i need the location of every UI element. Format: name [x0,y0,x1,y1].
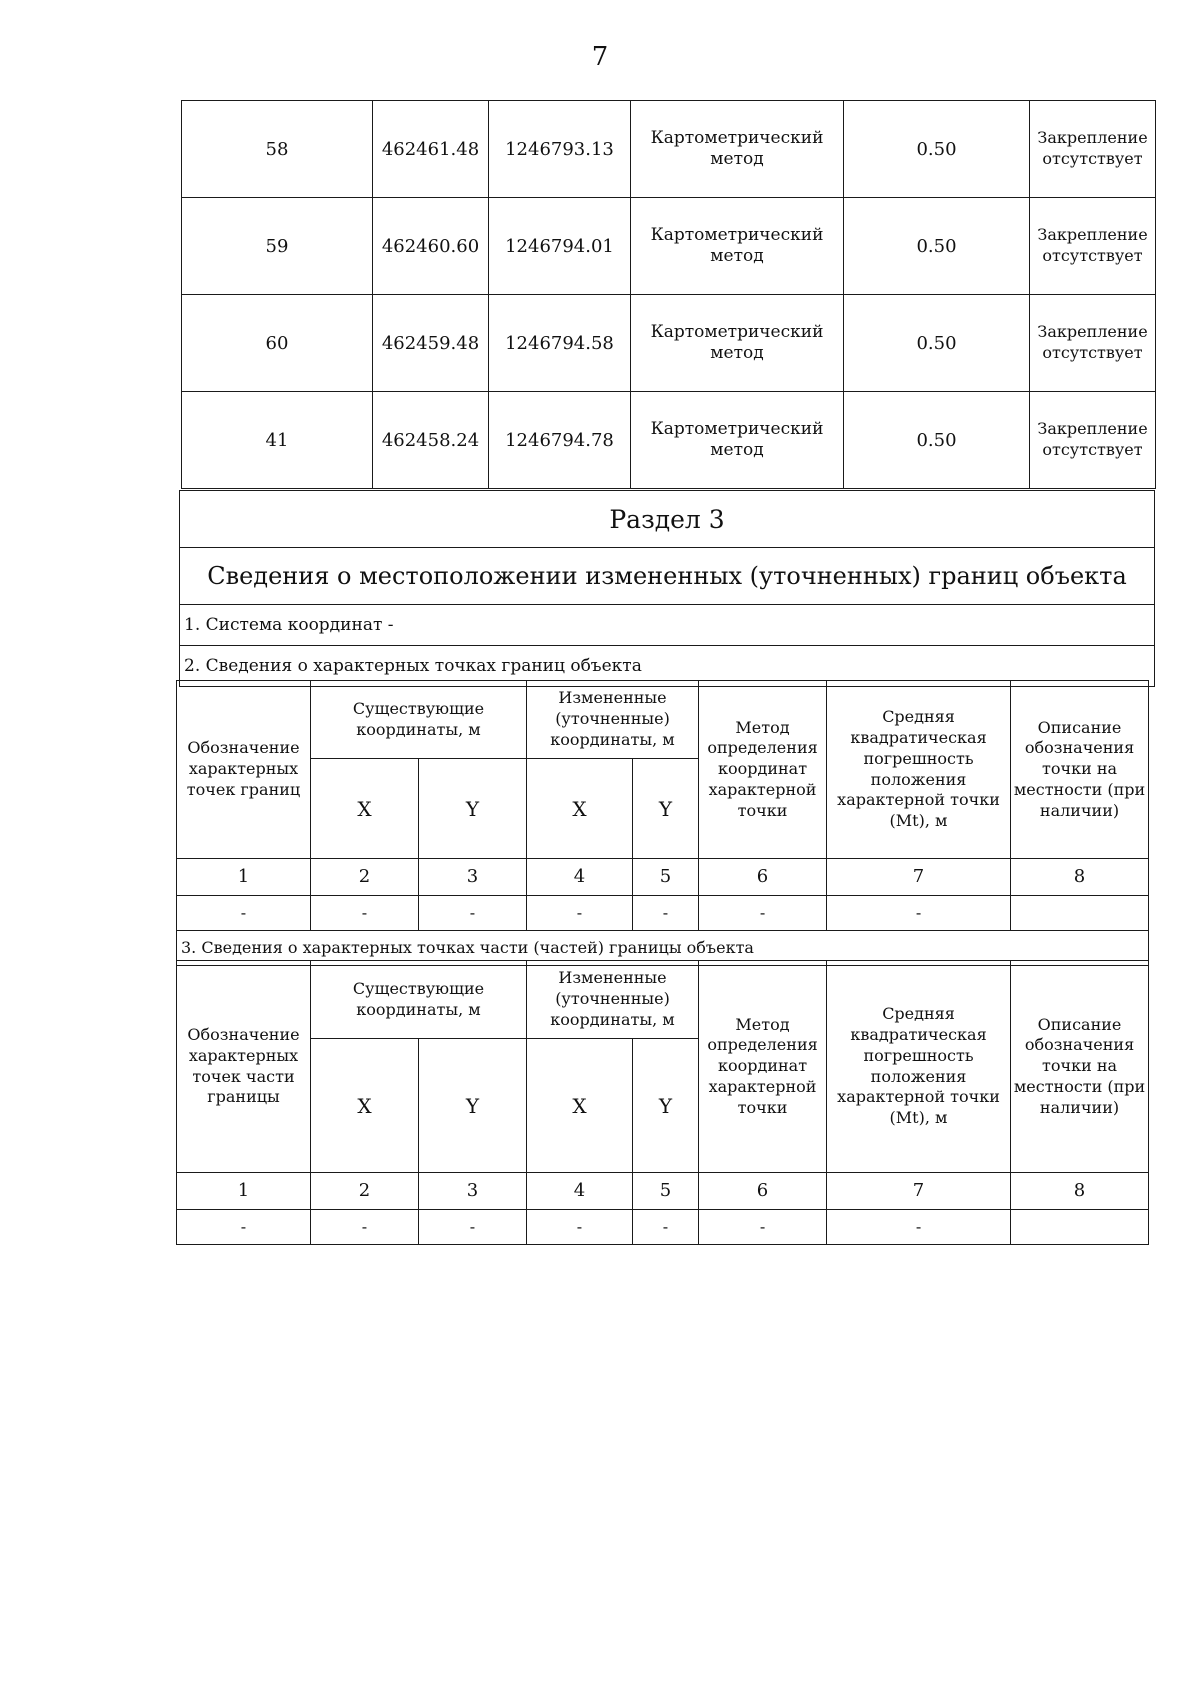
point-x: 462460.60 [373,198,489,295]
point-y: 1246794.01 [489,198,631,295]
column-number: 3 [419,1173,527,1210]
table-row [177,1173,1149,1210]
table-row [177,896,1149,931]
col-description: Описание обозначения точки на местности (при наличии) [1011,961,1149,1173]
col-y: Y [633,1039,699,1173]
table-row [177,1210,1149,1245]
column-number: 3 [419,859,527,896]
point-id: 60 [182,295,373,392]
col-existing-coords: Существующие координаты, м [311,961,527,1039]
empty-cell: - [419,1210,527,1245]
coordinate-system: 1. Система координат - [180,605,1155,646]
col-designation: Обозначение характерных точек границ [177,681,311,859]
col-description: Описание обозначения точки на местности (при наличии) [1011,681,1149,859]
col-x: X [311,759,419,859]
point-fixation: Закрепление отсутствует [1030,295,1156,392]
point-id: 58 [182,101,373,198]
empty-cell: - [177,896,311,931]
column-number: 1 [177,859,311,896]
col-x: X [527,759,633,859]
col-existing-coords: Существующие координаты, м [311,681,527,759]
col-changed-coords: Измененные (уточненные) координаты, м [527,681,699,759]
empty-cell: - [311,896,419,931]
table-row [182,392,1156,489]
part-2-title: 2. Сведения о характерных точках границ объекта [180,646,1155,687]
point-id: 41 [182,392,373,489]
column-number: 8 [1011,1173,1149,1210]
col-x: X [311,1039,419,1173]
point-method: Картометрический метод [631,198,844,295]
point-method: Картометрический метод [631,295,844,392]
point-fixation: Закрепление отсутствует [1030,198,1156,295]
column-number: 8 [1011,859,1149,896]
col-method: Метод определения координат характерной точки [699,681,827,859]
col-y: Y [419,1039,527,1173]
empty-cell: - [419,896,527,931]
col-x: X [527,1039,633,1173]
point-accuracy: 0.50 [844,392,1030,489]
point-x: 462458.24 [373,392,489,489]
table-row [182,198,1156,295]
empty-cell: - [827,896,1011,931]
table-row [182,101,1156,198]
empty-cell: - [633,1210,699,1245]
empty-cell [1011,896,1149,931]
column-number: 5 [633,859,699,896]
point-id: 59 [182,198,373,295]
point-accuracy: 0.50 [844,101,1030,198]
section-title: Раздел 3 [180,491,1155,548]
points-table [181,100,1156,489]
part-3-title: 3. Сведения о характерных точках части (частей) границы объекта [177,931,1149,966]
section-3-header [179,490,1155,687]
col-y: Y [419,759,527,859]
point-x: 462459.48 [373,295,489,392]
empty-cell: - [699,1210,827,1245]
empty-cell: - [827,1210,1011,1245]
column-number: 6 [699,1173,827,1210]
col-y: Y [633,759,699,859]
empty-cell: - [177,1210,311,1245]
empty-cell: - [527,896,633,931]
column-number: 4 [527,1173,633,1210]
column-number: 5 [633,1173,699,1210]
section-subtitle: Сведения о местоположении измененных (уточненных) границ объекта [180,548,1155,605]
column-number: 6 [699,859,827,896]
empty-cell: - [527,1210,633,1245]
empty-cell: - [311,1210,419,1245]
col-designation: Обозначение характерных точек части границы [177,961,311,1173]
boundary-part-points-table [176,960,1149,1245]
column-number: 7 [827,1173,1011,1210]
point-method: Картометрический метод [631,392,844,489]
column-number: 2 [311,859,419,896]
point-x: 462461.48 [373,101,489,198]
point-fixation: Закрепление отсутствует [1030,101,1156,198]
col-changed-coords: Измененные (уточненные) координаты, м [527,961,699,1039]
table-row [182,295,1156,392]
point-accuracy: 0.50 [844,295,1030,392]
point-accuracy: 0.50 [844,198,1030,295]
empty-cell: - [699,896,827,931]
point-y: 1246794.78 [489,392,631,489]
point-method: Картометрический метод [631,101,844,198]
point-fixation: Закрепление отсутствует [1030,392,1156,489]
table-row [177,859,1149,896]
page-number: 7 [591,42,609,72]
col-method: Метод определения координат характерной точки [699,961,827,1173]
col-accuracy: Средняя квадратическая погрешность положения характерной точки (Mt), м [827,681,1011,859]
empty-cell [1011,1210,1149,1245]
column-number: 7 [827,859,1011,896]
boundary-points-table [176,680,1149,966]
empty-cell: - [633,896,699,931]
point-y: 1246794.58 [489,295,631,392]
col-accuracy: Средняя квадратическая погрешность положения характерной точки (Mt), м [827,961,1011,1173]
point-y: 1246793.13 [489,101,631,198]
column-number: 1 [177,1173,311,1210]
column-number: 2 [311,1173,419,1210]
column-number: 4 [527,859,633,896]
